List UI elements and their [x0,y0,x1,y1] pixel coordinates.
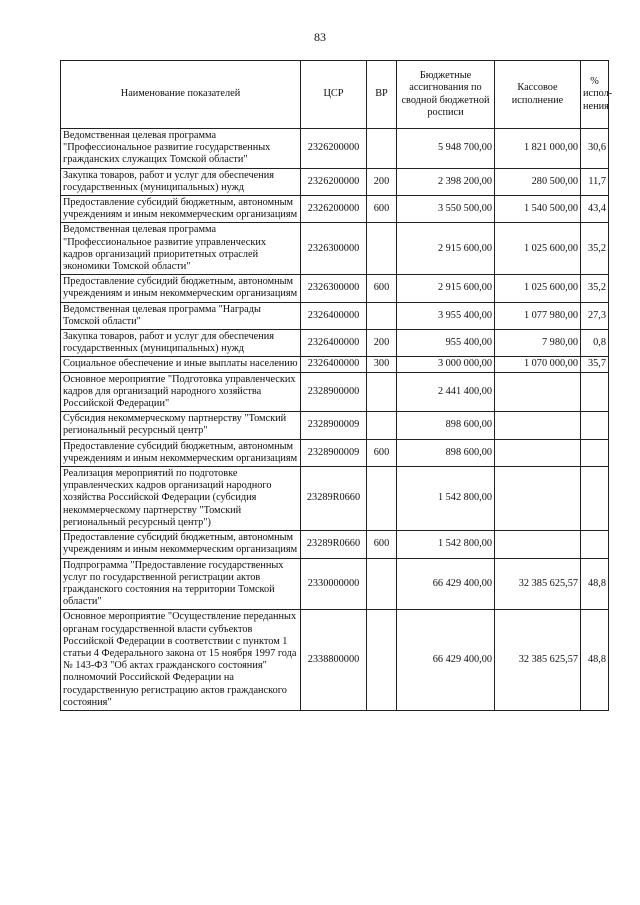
row-csr: 2326200000 [301,196,367,223]
table-header-row [61,61,609,129]
row-csr: 2326400000 [301,357,367,372]
row-cash: 32 385 625,57 [495,610,581,711]
row-vr [367,223,397,275]
row-name: Предоставление субсидий бюджетным, автономным учреждениям и иным некоммерческим организациям [61,439,301,466]
row-vr: 200 [367,330,397,357]
row-cash: 7 980,00 [495,330,581,357]
table-row [61,439,609,466]
row-budget: 5 948 700,00 [397,129,495,169]
row-name: Социальное обеспечение и иные выплаты населению [61,357,301,372]
row-csr: 2326200000 [301,168,367,195]
table-row [61,412,609,439]
table-row [61,357,609,372]
row-csr: 2326300000 [301,223,367,275]
table-row [61,302,609,329]
row-vr [367,412,397,439]
row-name: Подпрограмма "Предоставление государственных услуг по государственной регистрации актов гражданского состояния на территории Томской области" [61,558,301,610]
row-cash: 1 070 000,00 [495,357,581,372]
row-budget: 1 542 800,00 [397,531,495,558]
row-cash [495,531,581,558]
row-name: Предоставление субсидий бюджетным, автономным учреждениям и иным некоммерческим организациям [61,196,301,223]
row-name: Субсидия некоммерческому партнерству "Томский региональный ресурсный центр" [61,412,301,439]
row-vr [367,467,397,531]
row-budget: 3 550 500,00 [397,196,495,223]
row-csr: 2326200000 [301,129,367,169]
row-budget: 2 441 400,00 [397,372,495,412]
header-budget: Бюджетные ассигнования по сводной бюджетной росписи [397,61,495,129]
row-percent: 48,8 [581,610,609,711]
row-budget: 898 600,00 [397,412,495,439]
row-csr: 23289R0660 [301,467,367,531]
row-vr [367,302,397,329]
row-cash [495,372,581,412]
row-percent [581,412,609,439]
row-cash [495,467,581,531]
table-row [61,223,609,275]
row-budget: 2 398 200,00 [397,168,495,195]
row-name: Ведомственная целевая программа "Профессиональное развитие государственных гражданских служащих Томской области" [61,129,301,169]
row-percent: 0,8 [581,330,609,357]
row-csr: 2328900000 [301,372,367,412]
header-percent: % испол-нения [581,61,609,129]
row-budget: 3 955 400,00 [397,302,495,329]
row-cash: 1 077 980,00 [495,302,581,329]
row-percent [581,372,609,412]
row-vr: 200 [367,168,397,195]
row-csr: 2338800000 [301,610,367,711]
row-budget: 66 429 400,00 [397,558,495,610]
row-name: Предоставление субсидий бюджетным, автономным учреждениям и иным некоммерческим организациям [61,531,301,558]
row-budget: 898 600,00 [397,439,495,466]
row-vr [367,558,397,610]
table-row [61,467,609,531]
page-number: 83 [314,30,326,44]
row-percent [581,467,609,531]
row-vr: 300 [367,357,397,372]
table-row [61,129,609,169]
row-cash: 280 500,00 [495,168,581,195]
row-percent: 30,6 [581,129,609,169]
row-budget: 3 000 000,00 [397,357,495,372]
row-cash [495,412,581,439]
row-csr: 2330000000 [301,558,367,610]
table-row [61,196,609,223]
row-name: Реализация мероприятий по подготовке управленческих кадров организаций народного хозяйства Российской Федерации (субсидия некоммерческому партнерству "Томский региональный ресурсный центр") [61,467,301,531]
row-name: Ведомственная целевая программа "Профессиональное развитие управленческих кадров организаций приоритетных отраслей экономики Томской области" [61,223,301,275]
row-csr: 2326400000 [301,302,367,329]
row-percent: 48,8 [581,558,609,610]
row-csr: 23289R0660 [301,531,367,558]
row-vr: 600 [367,275,397,302]
row-vr: 600 [367,196,397,223]
table-row [61,610,609,711]
row-percent: 27,3 [581,302,609,329]
row-percent [581,439,609,466]
table-row [61,372,609,412]
row-name: Предоставление субсидий бюджетным, автономным учреждениям и иным некоммерческим организациям [61,275,301,302]
row-vr [367,372,397,412]
row-name: Ведомственная целевая программа "Награды Томской области" [61,302,301,329]
row-name: Основное мероприятие "Осуществление переданных органам государственной власти субъектов Российской Федерации в соответствии с пунктом 1 статьи 4 Федерального закона от 15 ноября 1997 года № 143-ФЗ "Об актах гражданского состояния" полномочий Российской Федерации на государственную регистрацию актов гражданского состояния" [61,610,301,711]
row-name: Основное мероприятие "Подготовка управленческих кадров для организаций народного хозяйства Российской Федерации" [61,372,301,412]
row-budget: 2 915 600,00 [397,223,495,275]
row-percent: 35,2 [581,223,609,275]
header-cash: Кассовое исполнение [495,61,581,129]
row-percent [581,531,609,558]
header-vr: ВР [367,61,397,129]
row-percent: 35,7 [581,357,609,372]
row-vr [367,610,397,711]
row-csr: 2328900009 [301,412,367,439]
row-cash [495,439,581,466]
budget-table [60,60,613,711]
row-budget: 1 542 800,00 [397,467,495,531]
table-row [61,531,609,558]
row-csr: 2326300000 [301,275,367,302]
row-csr: 2326400000 [301,330,367,357]
row-percent: 35,2 [581,275,609,302]
row-name: Закупка товаров, работ и услуг для обеспечения государственных (муниципальных) нужд [61,168,301,195]
row-csr: 2328900009 [301,439,367,466]
row-vr: 600 [367,531,397,558]
row-budget: 66 429 400,00 [397,610,495,711]
row-budget: 2 915 600,00 [397,275,495,302]
row-name: Закупка товаров, работ и услуг для обеспечения государственных (муниципальных) нужд [61,330,301,357]
row-cash: 1 025 600,00 [495,275,581,302]
table-row [61,275,609,302]
row-percent: 11,7 [581,168,609,195]
row-budget: 955 400,00 [397,330,495,357]
row-cash: 1 821 000,00 [495,129,581,169]
row-vr [367,129,397,169]
row-cash: 1 025 600,00 [495,223,581,275]
header-name: Наименование показателей [61,61,301,129]
table-row [61,558,609,610]
row-cash: 1 540 500,00 [495,196,581,223]
table-row [61,330,609,357]
row-vr: 600 [367,439,397,466]
table-body [61,129,609,711]
header-csr: ЦСР [301,61,367,129]
row-percent: 43,4 [581,196,609,223]
row-cash: 32 385 625,57 [495,558,581,610]
table-row [61,168,609,195]
